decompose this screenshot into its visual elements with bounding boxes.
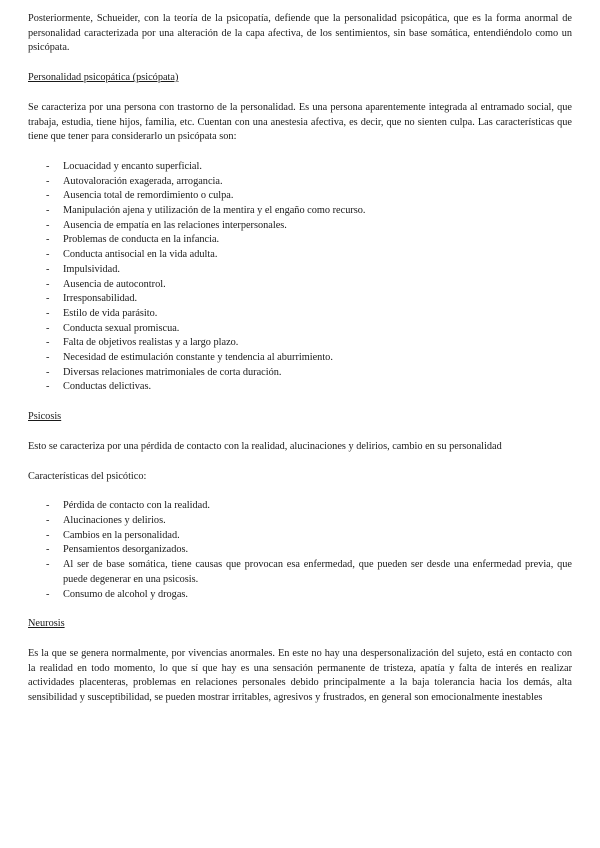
list-dash-marker: - [46, 366, 50, 378]
list-item-text: Ausencia de empatía en las relaciones interpersonales. [63, 219, 287, 231]
list-item [28, 204, 572, 219]
spacer [28, 395, 572, 410]
list-item-text: Consumo de alcohol y drogas. [63, 588, 188, 600]
list-item-text: Ausencia total de remordimiento o culpa. [63, 190, 234, 202]
list-item [28, 160, 572, 175]
list-item [28, 233, 572, 248]
list-item [28, 322, 572, 337]
spacer [28, 484, 572, 499]
psicotico-subheading: Características del psicótico: [28, 470, 147, 482]
psicopata-characteristics-list [28, 160, 572, 395]
psicosis-paragraph: Esto se caracteriza por una pérdida de contacto con la realidad, alucinaciones y delirios, cambio en su personalidad [28, 440, 502, 452]
heading-neurosis: Neurosis [28, 618, 65, 630]
intro-paragraph: Posteriormente, Schueider, con la teoría de la psicopatía, defiende que la personalidad psicopática, que es la forma anormal de personalidad caracterizada por una alteración de la capa afectiva, de los sentimientos, sin base somática, entendiéndolo como un psicópata. [28, 13, 572, 54]
psicopatica-paragraph: Se caracteriza por una persona con trastorno de la personalidad. Es una persona aparentemente integrada al entramado social, que trabaja, estudia, tiene hijos, familia, etc. Cuentan con una anestesia afectiva, es decir, que no sienten culpa. Las características que tiene que tener para considerarlo un psicópata son: [28, 101, 572, 143]
list-item-text: Locuacidad y encanto superficial. [63, 160, 202, 172]
list-item-text: Impulsividad. [63, 263, 120, 275]
list-item [28, 263, 572, 278]
list-item [28, 543, 572, 558]
list-item [28, 588, 572, 603]
spacer [28, 602, 572, 617]
list-item-text: Diversas relaciones matrimoniales de corta duración. [63, 366, 282, 378]
list-item-text: Ausencia de autocontrol. [63, 278, 166, 290]
spacer [28, 425, 572, 440]
list-item [28, 336, 572, 351]
list-dash-marker: - [46, 544, 50, 556]
list-item [28, 292, 572, 307]
list-dash-marker: - [46, 219, 50, 231]
list-dash-marker: - [46, 559, 50, 571]
list-dash-marker: - [46, 514, 50, 526]
list-dash-marker: - [46, 307, 50, 319]
list-item [28, 219, 572, 234]
list-item-text: Pérdida de contacto con la realidad. [63, 500, 210, 512]
list-item [28, 499, 572, 514]
list-item-text: Conductas delictivas. [63, 381, 152, 393]
list-item-text: Conducta antisocial en la vida adulta. [63, 249, 218, 261]
list-item [28, 189, 572, 204]
list-item [28, 529, 572, 544]
list-item [28, 351, 572, 366]
list-dash-marker: - [46, 337, 50, 349]
list-item-text: Al ser de base somática, tiene causas que provocan esa enfermedad, que pueden ser desde una enfermedad previa, que puede degenerar en una psicosis. [63, 559, 572, 585]
list-dash-marker: - [46, 160, 50, 172]
list-item-text: Problemas de conducta en la infancia. [63, 234, 220, 246]
spacer [28, 56, 572, 71]
spacer [28, 86, 572, 101]
list-dash-marker: - [46, 293, 50, 305]
list-item [28, 278, 572, 293]
heading-personalidad-psicopatica: Personalidad psicopática (psicópata) [28, 72, 179, 84]
list-dash-marker: - [46, 190, 50, 202]
list-dash-marker: - [46, 205, 50, 217]
heading-psicosis: Psicosis [28, 411, 62, 423]
list-dash-marker: - [46, 588, 50, 600]
list-item-text: Cambios en la personalidad. [63, 529, 180, 541]
spacer [28, 632, 572, 647]
list-dash-marker: - [46, 322, 50, 334]
list-item [28, 248, 572, 263]
list-item-text: Falta de objetivos realistas y a largo plazo. [63, 337, 239, 349]
list-item-text: Pensamientos desorganizados. [63, 544, 189, 556]
list-dash-marker: - [46, 175, 50, 187]
list-item [28, 558, 572, 587]
list-item [28, 366, 572, 381]
neurosis-paragraph: Es la que se genera normalmente, por vivencias anormales. En este no hay una despersonalización del sujeto, está en contacto con la realidad en todo momento, lo que sí que hay es una sensación permanente de tristeza, apatía y falta de interés en realizar actividades placenteras, problemas en relaciones personales debido principalmente a la baja tolerancia hacia los demás, alta sensibilidad y susceptibilidad, se pueden mostrar irritables, agresivos y frustrados, en general son emocionalmente inestables [28, 647, 572, 704]
list-dash-marker: - [46, 500, 50, 512]
list-dash-marker: - [46, 352, 50, 364]
list-dash-marker: - [46, 529, 50, 541]
list-item-text: Autovaloración exagerada, arrogancia. [63, 175, 223, 187]
psicotico-characteristics-list [28, 499, 572, 602]
list-item-text: Irresponsabilidad. [63, 293, 138, 305]
spacer [28, 145, 572, 160]
list-dash-marker: - [46, 278, 50, 290]
list-dash-marker: - [46, 381, 50, 393]
list-item [28, 380, 572, 395]
list-dash-marker: - [46, 234, 50, 246]
list-item-text: Alucinaciones y delirios. [63, 514, 166, 526]
list-item-text: Conducta sexual promiscua. [63, 322, 180, 334]
list-item [28, 307, 572, 322]
list-item-text: Necesidad de estimulación constante y tendencia al aburrimiento. [63, 352, 333, 364]
list-item-text: Estilo de vida parásito. [63, 307, 158, 319]
list-dash-marker: - [46, 249, 50, 261]
spacer [28, 455, 572, 470]
list-dash-marker: - [46, 263, 50, 275]
list-item-text: Manipulación ajena y utilización de la mentira y el engaño como recurso. [63, 205, 366, 217]
list-item [28, 514, 572, 529]
list-item [28, 175, 572, 190]
